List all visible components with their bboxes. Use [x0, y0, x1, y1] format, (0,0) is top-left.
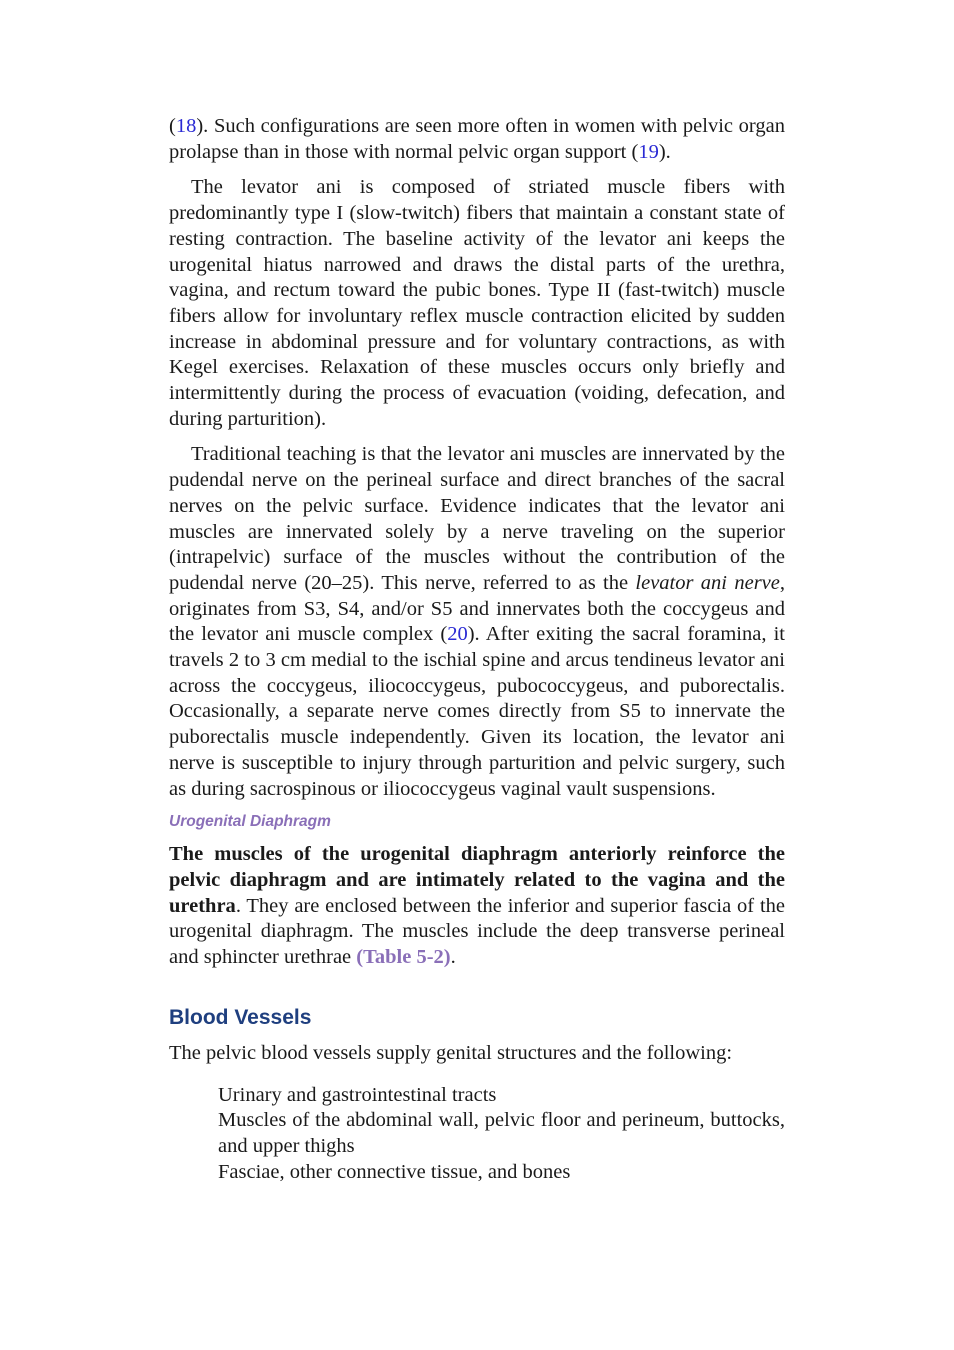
bold-statement: The muscles of the urogenital diaphragm anteriorly reinforce the pelvic diaphragm and are intimately related to the vagina and the urethra: [169, 843, 785, 917]
list-item: Urinary and gastrointestinal tracts: [218, 1083, 497, 1106]
list-item: Fasciae, other connective tissue, and bones: [218, 1160, 571, 1183]
text: , originates from S3, S4, and/or S5 and innervates both the coccygeus and the levator ani muscle complex (: [169, 571, 785, 646]
table-reference-link[interactable]: (Table 5-2): [356, 946, 451, 969]
paragraph-urogenital-diaphragm: [169, 842, 785, 971]
text: ).: [658, 140, 671, 163]
text: (: [169, 115, 176, 137]
citation-link[interactable]: 20: [447, 623, 468, 646]
subheading-urogenital-diaphragm: Urogenital Diaphragm: [169, 813, 331, 831]
paragraph-levator-composition: The levator ani is composed of striated muscle fibers with predominantly type I (slow-twitch) fibers that maintain a constant state of resting contraction. The baseline activity of the levator ani keeps the urogenital hiatus narrowed and draws the distal parts of the urethra, vagina, and rectum toward the pubic bones. Type II (fast-twitch) muscle fibers allow for involuntary reflex muscle contraction elicited by sudden increase in abdominal pressure and for voluntary contractions, as with Kegel exercises. Relaxation of these muscles occurs only briefly and intermittently during the process of evacuation (voiding, defecation, and during parturition).: [169, 176, 785, 430]
text: Traditional teaching is that the levator ani muscles are innervated by the pudendal nerve on the perineal surface and direct branches of the sacral nerves on the pelvic surface. Evidence indicates that the levator ani muscles are innervated solely by a nerve traveling on the superior (intrapelvic) surface of the muscles without the contribution of the pudendal nerve (20–25). This nerve, referred to as the: [169, 443, 785, 594]
citation-link[interactable]: 18: [175, 115, 197, 137]
document-page: [169, 114, 785, 1185]
paragraph-continuation: [169, 114, 785, 165]
paragraph-innervation: [169, 442, 785, 802]
text: ). After exiting the sacral foramina, it travels 2 to 3 cm medial to the ischial spine and arcus tendineus levator ani across the coccygeus, iliococcygeus, pubococcygeus, and puborectalis. Occasionally, a separate nerve comes directly from S5 to innervate the puborectalis muscle independently. Given its location, the levator ani nerve is susceptible to injury through parturition and pelvic surgery, such as during sacrospinous or iliococcygeus vaginal vault suspensions.: [169, 623, 785, 800]
text: ). Such configurations are seen more often in women with pelvic organ prolapse than in those with normal pelvic organ support (: [169, 115, 785, 163]
italic-term: levator ani nerve: [635, 571, 780, 594]
list-item: Muscles of the abdominal wall, pelvic floor and perineum, buttocks, and upper thighs: [218, 1109, 785, 1157]
text: . They are enclosed between the inferior and superior fascia of the urogenital diaphragm. The muscles include the deep transverse perineal and sphincter urethrae: [169, 894, 785, 969]
citation-link[interactable]: 19: [638, 140, 659, 163]
supply-list: [218, 1083, 785, 1186]
text: .: [450, 946, 456, 969]
paragraph-blood-vessels-intro: The pelvic blood vessels supply genital structures and the following:: [169, 1041, 733, 1064]
section-title-blood-vessels: Blood Vessels: [169, 1005, 312, 1029]
